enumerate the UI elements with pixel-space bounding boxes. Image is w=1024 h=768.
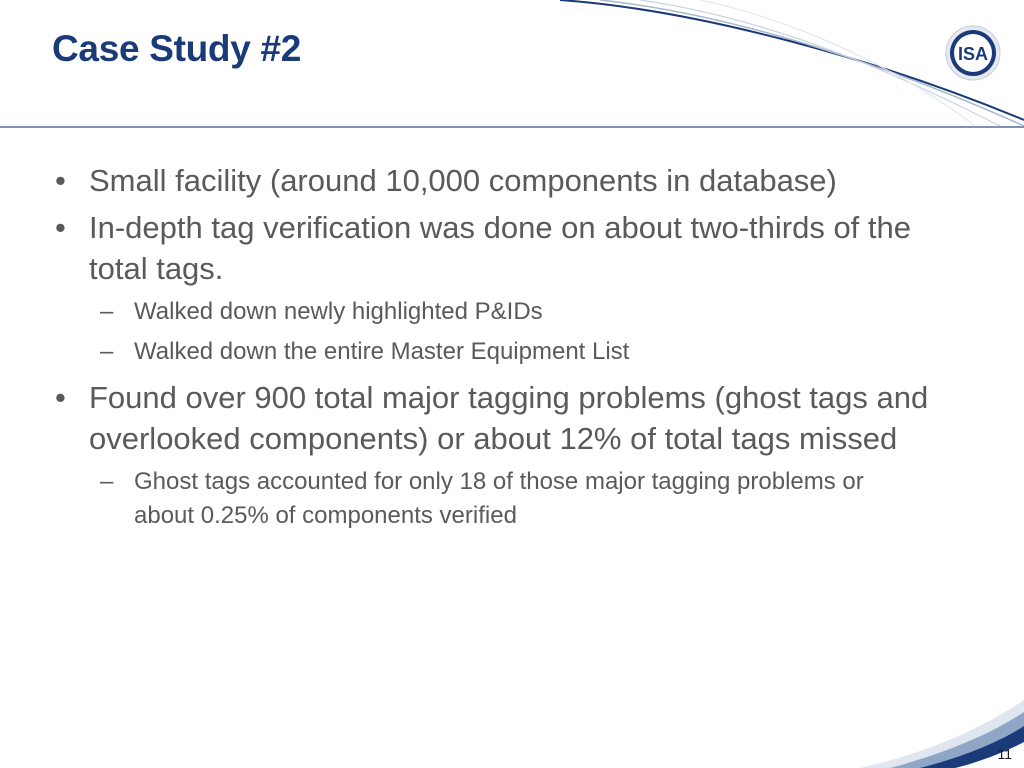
slide-content: [52, 160, 972, 541]
bullet-text: In-depth tag verification was done on about two-thirds of the total tags.: [89, 210, 911, 286]
page-number: 11: [997, 746, 1012, 762]
bullet-item: [52, 160, 972, 201]
sub-bullet-item: [52, 335, 894, 369]
sub-bullet-list: [52, 465, 972, 533]
header-swoosh-decoration: [0, 0, 1024, 140]
isa-logo-text: ISA: [957, 44, 989, 64]
sub-bullet-text: Ghost tags accounted for only 18 of those major tagging problems or about 0.25% of components verified: [134, 468, 864, 529]
dash-mark: –: [100, 468, 114, 495]
sub-bullet-text: Walked down newly highlighted P&IDs: [134, 298, 543, 325]
bullet-mark: •: [55, 380, 66, 415]
sub-bullet-list: [52, 295, 972, 369]
slide-title: Case Study #2: [52, 28, 302, 69]
bullet-text: Found over 900 total major tagging problems (ghost tags and overlooked components) or about 12% of total tags missed: [89, 380, 929, 456]
dash-mark: –: [100, 338, 114, 365]
title-divider: [0, 126, 1024, 128]
sub-bullet-text: Walked down the entire Master Equipment List: [134, 338, 630, 365]
isa-logo: [944, 24, 1002, 82]
sub-bullet-item: [52, 295, 894, 329]
dash-mark: –: [100, 298, 114, 325]
bullet-mark: •: [55, 210, 66, 245]
sub-bullet-item: [52, 465, 894, 533]
bullet-item: [52, 207, 972, 289]
bullet-item: [52, 377, 972, 459]
bullet-mark: •: [55, 163, 66, 198]
bullet-text: Small facility (around 10,000 components in database): [89, 163, 837, 198]
